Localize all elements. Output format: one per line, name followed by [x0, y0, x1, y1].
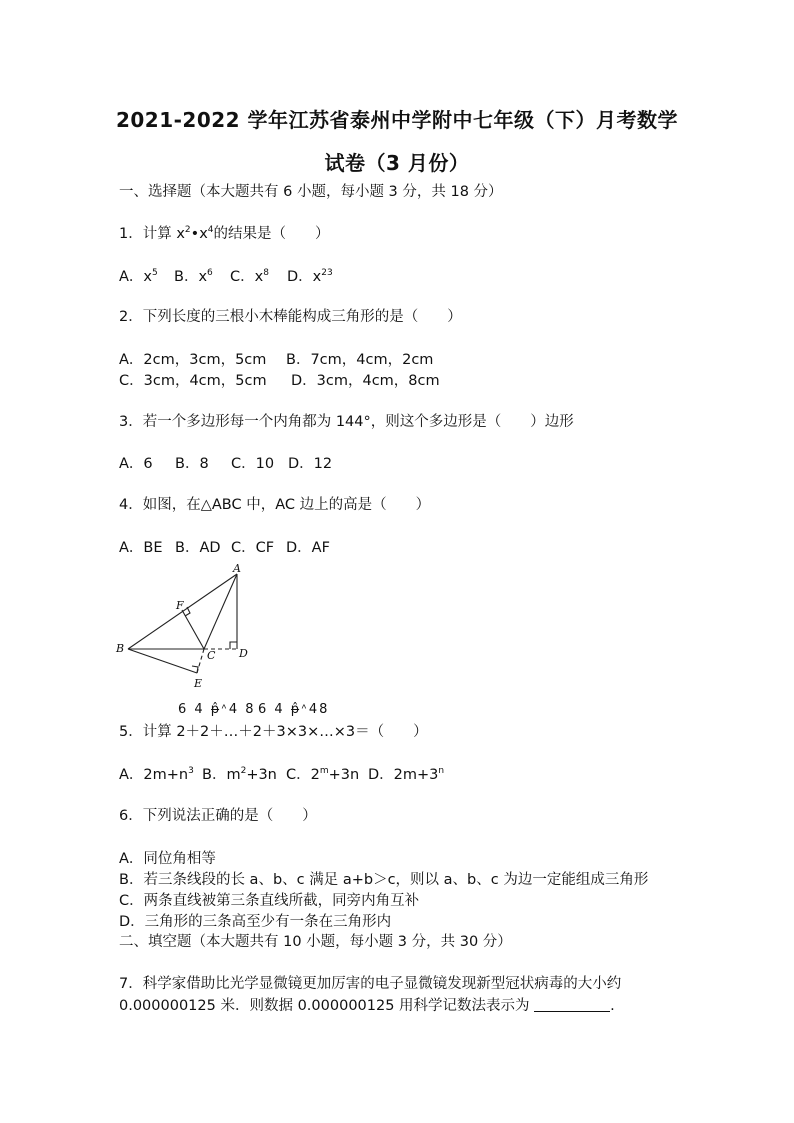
- q1-option-d: D．$x^{23}$: [287, 268, 333, 285]
- question-4: 4．如图，在△ABC 中，AC 边上的高是（ ）: [119, 497, 431, 513]
- q1-option-b: B．$x^6$: [174, 268, 213, 285]
- q4-option-a: A．BE: [119, 540, 163, 556]
- q5-overbrace-left: 6 4 ᵽ̂ᶺ4 8: [178, 702, 256, 717]
- question-4-options: [119, 536, 330, 557]
- question-7-line-2: [119, 994, 615, 1015]
- q3-option-d: D．12: [288, 456, 333, 472]
- section-1-heading: 一、选择题（本大题共有 6 小题，每小题 3 分，共 18 分）: [119, 184, 503, 200]
- question-6: 6．下列说法正确的是（ ）: [119, 808, 317, 824]
- q6-option-d: D．三角形的三条高至少有一条在三角形内: [119, 914, 392, 930]
- q2-option-c: C．3cm，4cm，5cm: [119, 373, 267, 389]
- label-d: D: [239, 647, 248, 660]
- q5-option-c: C．$2^m+3n$: [286, 766, 360, 783]
- q4-option-c: C．CF: [231, 540, 275, 556]
- q2-option-d: D．3cm，4cm，8cm: [291, 373, 440, 389]
- q5-option-d: D．$2m+3^n$: [368, 766, 445, 783]
- q7-text: 0.000000125 米．则数据 0.000000125 用科学记数法表示为: [119, 998, 530, 1014]
- question-5-options: [119, 763, 444, 784]
- right-angle-d: [230, 642, 237, 649]
- question-3: 3．若一个多边形每一个内角都为 144°，则这个多边形是（ ）边形: [119, 414, 574, 430]
- q1-option-c: C．$x^8$: [230, 268, 269, 285]
- section-2-heading: 二、填空题（本大题共有 10 小题，每小题 3 分，共 30 分）: [119, 934, 512, 950]
- label-f: F: [176, 599, 184, 612]
- label-b: B: [116, 642, 125, 655]
- q1-text-b: •x: [190, 226, 208, 242]
- label-a: A: [233, 562, 241, 575]
- q6-option-a: A．同位角相等: [119, 851, 216, 867]
- question-5: 5．计算 2＋2＋…＋2＋3×3×…×3＝（ ）: [119, 724, 428, 740]
- question-2-options-row-2: [119, 369, 440, 390]
- question-7-line-1: 7．科学家借助比光学显微镜更加厉害的电子显微镜发现新型冠状病毒的大小约: [119, 976, 622, 992]
- segment-be: [128, 649, 197, 673]
- right-angle-f: [185, 607, 190, 616]
- triangle-figure: [112, 560, 262, 690]
- q2-option-b: B．7cm，4cm，2cm: [286, 352, 434, 368]
- q3-option-b: B．8: [175, 456, 209, 472]
- q6-option-c: C．两条直线被第三条直线所截，同旁内角互补: [119, 893, 420, 909]
- question-2-options-row-1: [119, 348, 433, 369]
- question-1-options: [119, 265, 333, 286]
- q5-option-a: A．$2m+n^3$: [119, 766, 194, 783]
- q1-option-a: A．$x^5$: [119, 268, 158, 285]
- q4-option-d: D．AF: [286, 540, 330, 556]
- q3-option-c: C．10: [231, 456, 275, 472]
- question-2: 2．下列长度的三根小木棒能构成三角形的是（ ）: [119, 309, 462, 325]
- q1-text-a: 1．计算 x: [119, 226, 185, 242]
- q5-option-b: B．$m^2+3n$: [202, 766, 277, 783]
- answer-blank[interactable]: [534, 997, 610, 1012]
- title-line-1: 2021-2022 学年江苏省泰州中学附中七年级（下）月考数学: [115, 108, 679, 132]
- q3-option-a: A．6: [119, 456, 153, 472]
- label-e: E: [194, 677, 203, 690]
- question-3-options: [119, 452, 332, 473]
- title-line-2: 试卷（3 月份）: [324, 151, 470, 175]
- q5-overbrace-right: 6 4 ᵽ̂ᶺ48: [258, 702, 330, 717]
- label-c: C: [207, 649, 216, 662]
- question-1: [119, 222, 330, 243]
- q1-text-c: 的结果是（ ）: [213, 226, 330, 242]
- q6-option-b: B．若三条线段的长 a、b、c 满足 a+b＞c，则以 a、b、c 为边一定能组成三角形: [119, 872, 649, 888]
- q1-exp-2: 4: [207, 225, 214, 235]
- q2-option-a: A．2cm，3cm，5cm: [119, 352, 267, 368]
- q7-period: .: [610, 998, 615, 1014]
- q1-exp-1: 2: [184, 225, 191, 235]
- q4-option-b: B．AD: [175, 540, 221, 556]
